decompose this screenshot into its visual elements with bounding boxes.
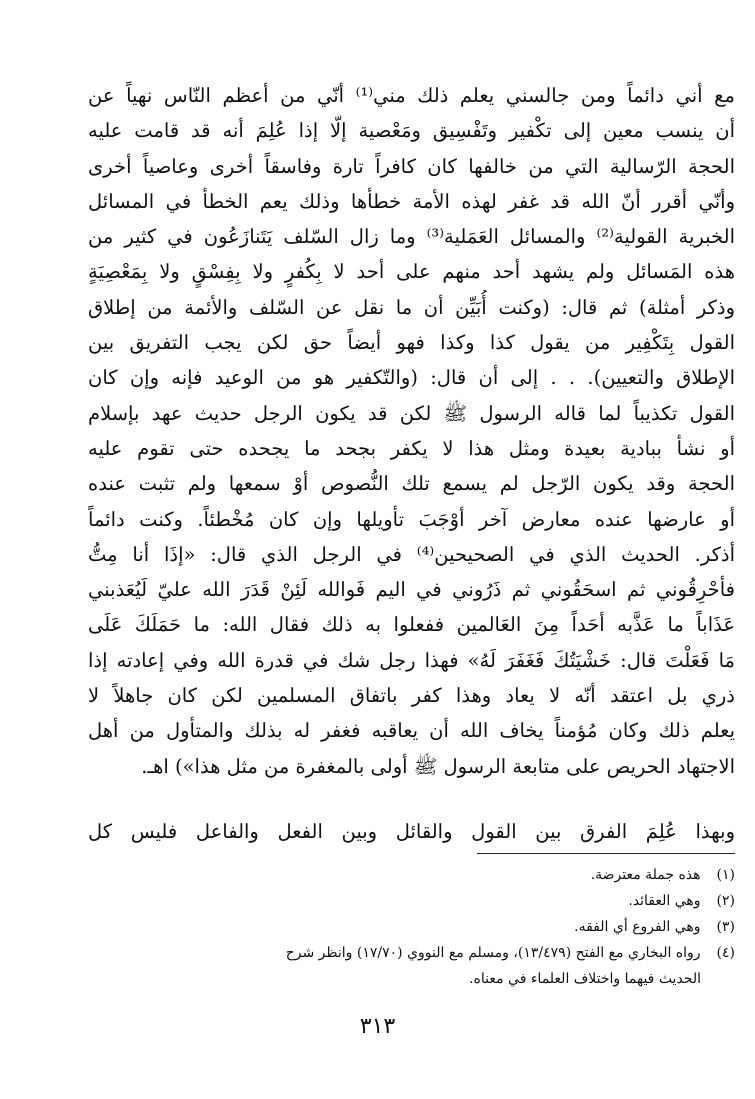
footnote-3	[88, 914, 735, 940]
text-line-14: أذكر. الحديث الذي في الصحيحين⁽⁴⁾ في الرجل الذي قال: «إذَا أنا مِتُّ	[88, 542, 735, 566]
text-line-20: الاجتهاد الحريص على متابعة الرسول ﷺ أولى بالمغفرة من مثل هذا») اهـ.	[141, 754, 735, 778]
footnote-number: (٣)	[716, 919, 735, 935]
footnote-number: (٤)	[716, 945, 735, 961]
footnote-text: وهي العقائد.	[628, 893, 701, 909]
text-line-12: الحجة وقد يكون الرّجل لم يسمع تلك النُّصوص أوْ سمعها ولم تثبت عنده	[88, 472, 735, 496]
main-text	[88, 78, 735, 784]
text-line-5: الخبرية القولية⁽²⁾ والمسائل العَمَلية⁽³⁾ وما زال السّلف يَتَنازَعُون في كثير من	[88, 225, 735, 249]
text-line-1: مع أني دائماً ومن جالسني يعلم ذلك مني⁽¹⁾ أنّي من أعظم النّاس نهياً عن	[88, 84, 735, 107]
text-line-11: أو نشأ ببادية بعيدة ومثل هذا لا يكفر بجحد ما يجحده حتى تقوم عليه	[88, 436, 735, 460]
footnote-2	[88, 888, 735, 914]
footnote-text: هذه جملة معترضة.	[590, 867, 701, 883]
text-line-9: الإطلاق والتعيين). . . إلى أن قال: (والتّكفير هو من الوعيد فإنه وإن كان	[88, 366, 735, 390]
text-line-15: فأحْرِقُوني ثم اسحَقُوني ثم ذَرُوني في اليم فَوالله لَئِنْ قَدَرَ الله عليّ لَيُعَذبني	[88, 578, 735, 602]
text-line-13: أو عارضها عنده معارض آخر أوْجَبَ تأويلها وإن كان مُخْطئاً. وكنت دائماً	[88, 507, 735, 531]
footnote-4-continuation: الحديث فيهما واختلاف العلماء في معناه.	[469, 971, 701, 987]
text-line-4: وأنّي أقرر أنّ الله قد غفر لهذه الأمة خطأها وذلك يعم الخطأ في المسائل	[88, 189, 735, 213]
footnote-number: (٢)	[716, 893, 735, 909]
text-line-7: وذكر أمثلة) ثم قال: (وكنت أُبَيِّن أن ما نقل عن السّلف والأئمة من إطلاق	[88, 295, 735, 319]
text-line-3: الحجة الرّسالية التي من خالفها كان كافراً تارة وفاسقاً أخرى وعاصياً أخرى	[88, 154, 735, 178]
text-line-6: هذه المَسائل ولم يشهد أحد منهم على أحد لا بِكُفرٍ ولا بِفِسْقٍ ولا بِمَعْصِيَةٍ	[88, 260, 735, 284]
footnote-text: رواه البخاري مع الفتح (١٣/٤٧٩)، ومسلم مع النووي (١٧/٧٠) وانظر شرح	[285, 945, 701, 961]
footnote-1	[88, 862, 735, 888]
footnotes	[88, 862, 735, 992]
trailing-line: وبهذا عُلِمَ الفرق بين القول والقائل وبين الفعل والفاعل فليس كل	[88, 820, 735, 843]
text-line-17: مَا فَعَلْتَ قال: خَشْيَتُكَ فَغَفَرَ لَهُ» فهذا رجل شك في قدرة الله وفي إعادته إذا	[88, 648, 735, 672]
footnote-number: (١)	[716, 867, 735, 883]
text-line-19: يعلم ذلك وكان مُؤمناً يخاف الله أن يعاقبه فغفر له بذلك والمتأول من أهل	[88, 719, 735, 743]
text-line-8: القول بِتَكْفِير من يقول كذا وكذا فهو أيضاً حق لكن يجب التفريق بين	[88, 331, 735, 355]
trailing-paragraph	[88, 814, 735, 849]
footnote-text: وهي الفروع أي الفقه.	[574, 919, 701, 935]
text-line-2: أن ينسب معين إلى تكْفير وتَفْسِيق ومَعْصية إلّا إذا عُلِمَ أنه قد قامت عليه	[88, 119, 735, 143]
text-line-10: القول تكذيباً لما قاله الرسول ﷺ لكن قد يكون الرجل حديث عهد بإسلام	[88, 401, 735, 425]
footnote-divider	[477, 853, 735, 854]
text-line-18: ذري بل اعتقد أنّه لا يعاد وهذا كفر باتفاق المسلمين لكن كان جاهلاً لا	[88, 684, 735, 708]
page-number: ٣١٣	[359, 1014, 396, 1039]
text-line-16: عَذَاباً ما عَذَّبه أحَداً مِنَ العَالمين ففعلوا به ذلك فقال الله: ما حَمَلَكَ عَلَى	[88, 613, 735, 637]
footnote-4	[88, 940, 735, 966]
